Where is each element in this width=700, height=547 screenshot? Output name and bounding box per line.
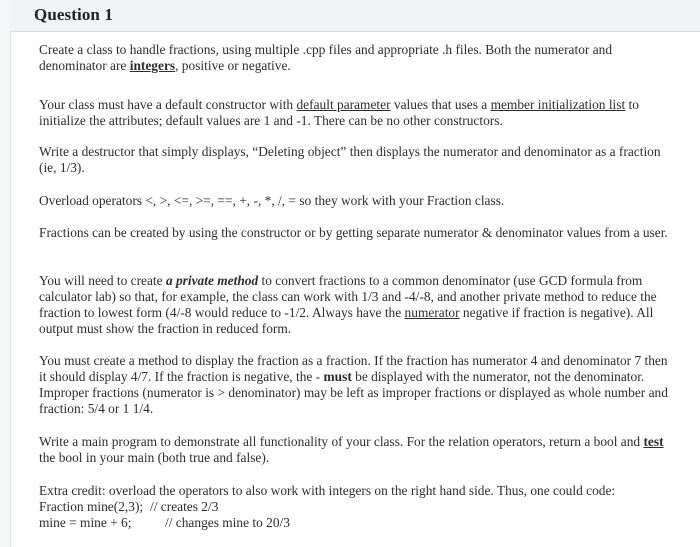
paragraph-extra-credit	[39, 483, 675, 531]
paragraph-creation: Fractions can be created by using the constructor or by getting separate numerator & denominator values from a user.	[39, 225, 668, 240]
text: the bool in your main (both true and false).	[39, 450, 270, 465]
paragraph-constructor	[39, 97, 675, 129]
underline-numerator: numerator	[404, 305, 460, 320]
text: You will need to create	[39, 273, 166, 288]
paragraph-destructor: Write a destructor that simply displays, “Deleting object” then displays the numerator and denominator as a fraction (ie, 1/3).	[39, 144, 661, 175]
paragraph-class-requirements	[39, 42, 675, 74]
code: mine = mine + 6;	[39, 515, 132, 530]
paragraph-private-methods	[39, 273, 675, 337]
code: Fraction mine(2,3);	[39, 499, 144, 514]
text: Your class must have a default constructor with	[39, 97, 297, 112]
emphasis-test: test	[643, 434, 664, 449]
code-line-2	[39, 515, 675, 531]
text: values that uses a	[390, 97, 491, 112]
text: , positive or negative.	[175, 58, 291, 73]
underline-default-parameter: default parameter	[296, 97, 391, 112]
code-comment: // changes mine to 20/3	[165, 515, 290, 530]
emphasis-integers: integers	[129, 58, 176, 73]
code-line-1	[39, 499, 675, 515]
text: negative if fraction is negative). All output must show the fraction in reduced form.	[39, 305, 654, 336]
text: Write a main program to demonstrate all functionality of your class. For the relation operators, return a bool and	[39, 434, 644, 449]
emphasis-must: must	[323, 369, 352, 384]
text: to initialize the attributes; default values are 1 and -1. There can be no other constructors.	[39, 97, 639, 128]
extra-credit-line: Extra credit: overload the operators to also work with integers on the right hand side. Thus, one could code:	[39, 483, 616, 498]
text: You must create a method to display the fraction as a fraction. If the fraction has numerator 4 and denominator 7 then it should display 4/7. If the fraction is negative, the -	[39, 353, 668, 384]
paragraph-display-method	[39, 353, 675, 417]
question-title: Question 1	[34, 5, 113, 24]
code-comment: // creates 2/3	[150, 499, 219, 514]
emphasis-private-method: a private method	[165, 273, 259, 288]
text: Create a class to handle fractions, using multiple .cpp files and appropriate .h files. Both the numerator and denominator are	[39, 42, 613, 73]
question-header	[10, 0, 700, 32]
paragraph-main-program	[39, 434, 675, 466]
text: to convert fractions to a common denominator (use GCD formula from calculator lab) so that, for example, the class can work with 1/3 and -4/-8, and another private method to reduce the fraction to lowest form (4/-8 would reduce to -1/2. Always have the	[39, 273, 657, 320]
paragraph-operators: Overload operators <, >, <=, >=, ==, +, -, *, /, = so they work with your Fraction class.	[39, 193, 505, 208]
underline-member-initialization-list: member initialization list	[490, 97, 626, 112]
text: be displayed with the numerator, not the denominator. Improper fractions (numerator is > denominator) may be left as improper fractions or displayed as whole number and fraction: 5/4 or 1 1/4.	[39, 369, 668, 416]
